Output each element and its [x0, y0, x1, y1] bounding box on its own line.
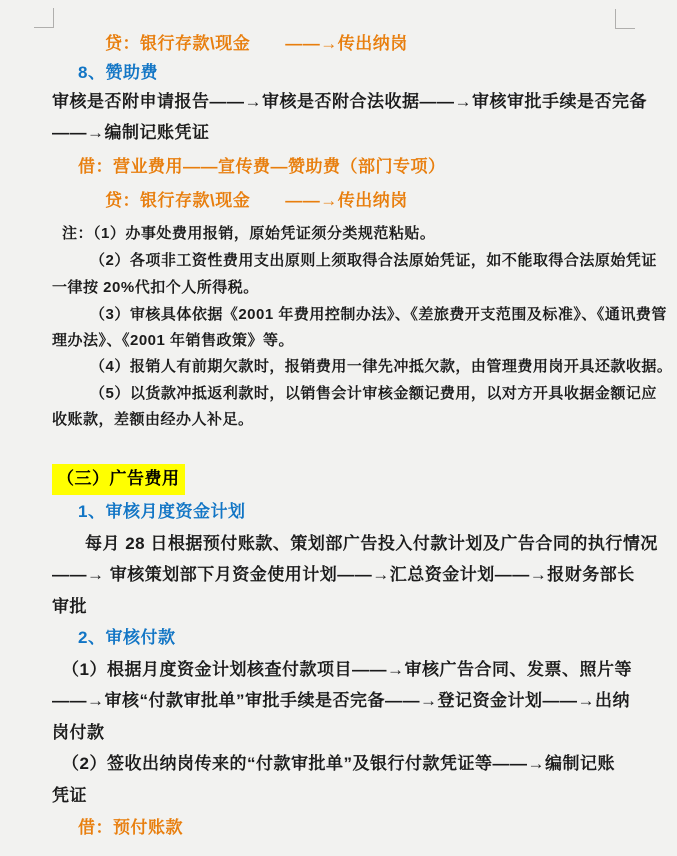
note-line: （4）报销人有前期欠款时，报销费用一律先冲抵欠款，由管理费用岗开具还款收据。: [90, 358, 673, 375]
workflow-line: （2）签收出纳岗传来的“付款审批单”及银行付款凭证等——→编制记账: [62, 754, 615, 773]
note-line: 理办法》、《2001 年销售政策》等。: [52, 332, 295, 349]
text-boundary-mark-top-left: [34, 8, 54, 28]
workflow-line: 凭证: [52, 786, 87, 805]
workflow-line: 审核是否附申请报告——→审核是否附合法收据——→审核审批手续是否完备: [52, 92, 647, 111]
credit-entry-line: 贷：银行存款\现金 ——→传出纳岗: [105, 191, 408, 210]
sponsorship-heading: 8、赞助费: [78, 63, 158, 82]
workflow-line: ——→编制记账凭证: [52, 123, 210, 142]
advertising-section-heading: （三）广告费用: [52, 464, 185, 495]
debit-entry-line: 借：预付账款: [78, 818, 183, 837]
workflow-line: 每月 28 日根据预付账款、策划部广告投入付款计划及广告合同的执行情况: [85, 534, 658, 553]
note-line: 注：（1）办事处费用报销，原始凭证须分类规范粘贴。: [62, 225, 436, 242]
note-line: （5）以货款冲抵返利款时，以销售会计审核金额记费用，以对方开具收据金额记应: [90, 385, 657, 402]
note-line: 收账款，差额由经办人补足。: [52, 411, 254, 428]
debit-entry-line: 借：营业费用——宣传费—赞助费（部门专项）: [78, 157, 446, 176]
workflow-line: ——→ 审核策划部下月资金使用计划——→汇总资金计划——→报财务部长: [52, 565, 635, 584]
subsection-heading-payment-review: 2、审核付款: [78, 628, 176, 647]
credit-entry-line: 贷：银行存款\现金 ——→传出纳岗: [105, 34, 408, 53]
note-line: （2）各项非工资性费用支出原则上须取得合法原始凭证，如不能取得合法原始凭证: [90, 252, 657, 269]
workflow-line: 审批: [52, 597, 87, 616]
subsection-heading-monthly-fund-plan: 1、审核月度资金计划: [78, 502, 246, 521]
workflow-line: 岗付款: [52, 723, 105, 742]
note-line: 一律按 20%代扣个人所得税。: [52, 279, 259, 296]
note-line: （3）审核具体依据《2001 年费用控制办法》、《差旅费开支范围及标准》、《通讯费管: [90, 306, 667, 323]
workflow-line: （1）根据月度资金计划核查付款项目——→审核广告合同、发票、照片等: [62, 660, 632, 679]
workflow-line: ——→审核“付款审批单”审批手续是否完备——→登记资金计划——→出纳: [52, 691, 630, 710]
text-boundary-mark-top-right: [615, 9, 635, 29]
